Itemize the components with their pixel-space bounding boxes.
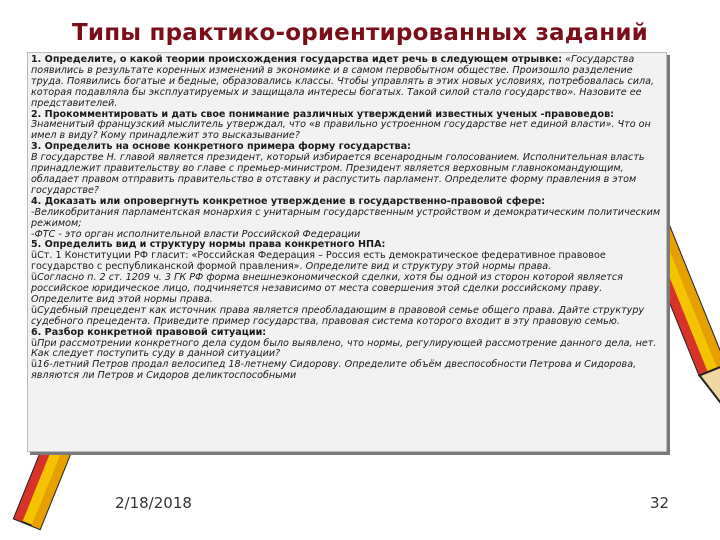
task-5 — [31, 240, 661, 327]
task-1-text: «Государства появились в результате коренных изменений в экономике и в самом первобытном обществе. Произошло разделение труда. Появились богатые и бедные, образовались классы. Чтобы управлять в этих новых условиях, потребовалась сила, которая подавляла бы эксплуатируемых и защищала интересы богатых. Такой силой стало государство». Назовите ее представителей. — [31, 54, 655, 109]
slide-title: Типы практико-ориентированных заданий — [72, 20, 648, 46]
task-4-line-2: -ФТС - это орган исполнительной власти Российской Федерации — [31, 228, 361, 240]
task-5-c-text: Судебный прецедент как источник права является преобладающим в правовой семье общего права. Дайте структуру судебного прецедента. Приведите пример государства, правовая система которого входит в эту правовую семью. — [31, 304, 645, 327]
task-5-heading: 5. Определить вид и структуру нормы права конкретного НПА: — [31, 239, 386, 251]
task-1-heading: 1. Определите, о какой теории происхождения государства идет речь в следующем отрывке: — [31, 54, 563, 65]
task-6-a-text: При рассмотрении конкретного дела судом было выявлено, что нормы, регулирующей рассмотрение данного дела, нет. Как следует поступить суду в данной ситуации? — [31, 337, 657, 360]
task-1 — [31, 55, 661, 110]
task-3 — [31, 142, 661, 197]
task-6-b-text: 16-летний Петров продал велосипед 18-летнему Сидорову. Определите объём двеспособности Петрова и Сидорова, являются ли Петров и Сидоров деликтоспособными — [31, 359, 637, 382]
task-4 — [31, 197, 661, 241]
task-3-heading: 3. Определить на основе конкретного примера форму государства: — [31, 141, 411, 153]
task-5-a-text: Ст. 1 Конституции РФ гласит: «Российская Федерация – Россия есть демократическое федеративное правовое государство с республиканской формой правления». — [31, 250, 606, 273]
slide-date: 2/18/2018 — [115, 494, 192, 512]
task-2-text: Знаменитый французский мыслитель утверждал, что «в правильно устроенном государстве нет единой власти». Что он имел в виду? Кому принадлежит это высказывание? — [31, 119, 651, 142]
slide-number: 32 — [650, 494, 670, 512]
task-4-heading: 4. Доказать или опровергнуть конкретное утверждение в государственно-правовой сфере: — [31, 195, 546, 207]
task-6-heading: 6. Разбор конкретной правовой ситуации: — [31, 326, 267, 338]
checkmark-icon: ü — [31, 359, 38, 371]
checkmark-icon: ü — [31, 337, 38, 349]
checkmark-icon: ü — [31, 272, 38, 284]
task-6 — [31, 328, 661, 383]
checkmark-icon: ü — [31, 304, 38, 316]
tasks-list — [31, 55, 661, 382]
task-3-text: В государстве Н. главой является президент, который избирается всенародным голосованием. Исполнительная власть принадлежит правительству во главе с премьер-министром. Президент является верховным главнокомандующим, обладает правом отправить правительство в отставку и распустить парламент. Определите форму правления в этом государстве? — [31, 152, 645, 196]
checkmark-icon: ü — [31, 250, 38, 262]
task-5-a-question: Определите вид и структуру этой нормы права. — [305, 261, 552, 273]
task-5-b-text: Согласно п. 2 ст. 1209 ч. 3 ГК РФ форма внешнеэкономической сделки, хотя бы одной из сторон которой является российское юридическое лицо, подчиняется независимо от места совершения этой сделки российскому праву. Определите вид этой нормы права. — [31, 272, 623, 305]
task-2 — [31, 110, 661, 143]
task-4-line-1: -Великобритания парламентская монархия с унитарным государственным устройством и демократическим политическим режимом; — [31, 206, 661, 229]
task-2-heading: 2. Прокомментировать и дать свое понимание различных утверждений известных ученых -правоведов: — [31, 108, 614, 120]
